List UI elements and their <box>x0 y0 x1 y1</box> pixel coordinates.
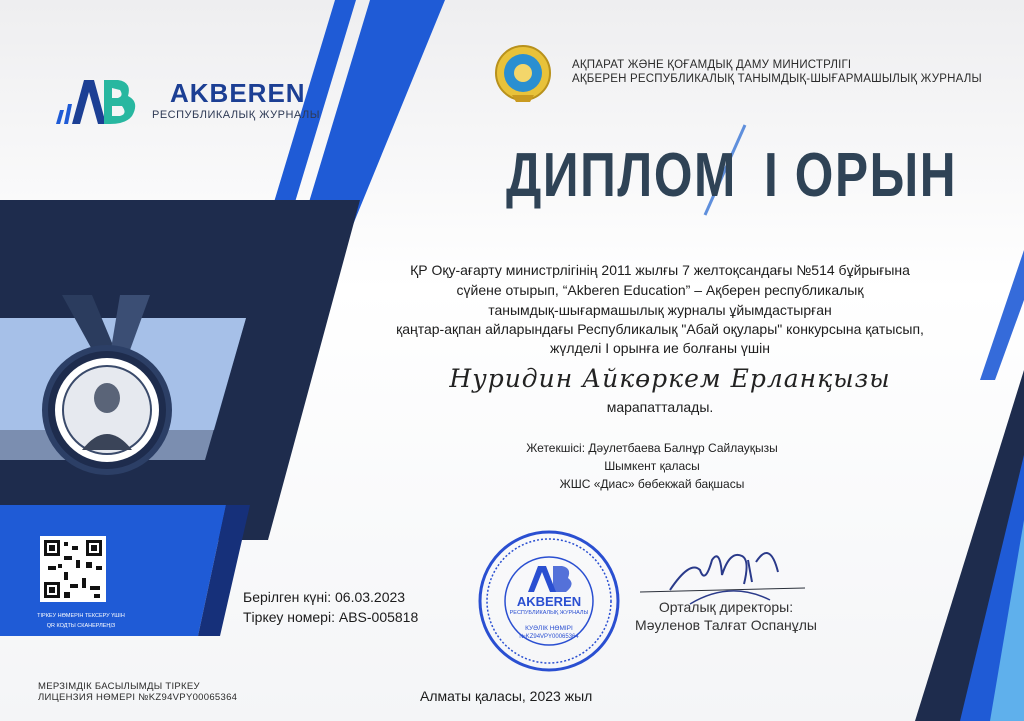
ministry-line-2: АҚБЕРЕН РЕСПУБЛИКАЛЫҚ ТАНЫМДЫҚ-ШЫҒАРМАШЫЛЫҚ ЖУРНАЛЫ <box>572 73 982 85</box>
emblem-icon <box>496 46 550 102</box>
body-line: танымдық-шығармашылық журналы ұйымдастырған <box>488 302 832 318</box>
title-place: I ОРЫН <box>764 141 958 210</box>
detail-line: Шымкент қаласы <box>604 459 700 473</box>
director-name: Мәуленов Талғат Оспанұлы <box>635 617 817 633</box>
signature <box>640 553 805 604</box>
qr-caption: ТІРКЕУ НӨМЕРІН ТЕКСЕРУ ҮШІН <box>37 613 125 619</box>
qr-code[interactable] <box>40 536 106 602</box>
detail-line: Жетекшісі: Дәулетбаева Балнұр Сайлауқызы <box>526 441 778 455</box>
svg-text:№KZ94VPY00065364: №KZ94VPY00065364 <box>519 634 579 640</box>
title-diploma: ДИПЛОМ <box>506 141 737 210</box>
svg-text:КУӘЛІК НӨМІРІ: КУӘЛІК НӨМІРІ <box>525 625 573 632</box>
license-line: ЛИЦЕНЗИЯ НӨМЕРІ №KZ94VPY00065364 <box>38 692 238 703</box>
body-line: жүлделі I орынға ие болғаны үшін <box>550 340 770 356</box>
awarded-text: марапатталады. <box>606 399 714 415</box>
body-line: ҚР Оқу-ағарту министрлігінің 2011 жылғы 7 желтоқсандағы №514 бұйрығына <box>410 262 910 278</box>
akberen-logo-mark <box>56 80 135 124</box>
stamp-word: AKBEREN <box>516 594 582 609</box>
logo-wordmark: AKBEREN <box>170 78 306 108</box>
registration-number: Тіркеу номері: ABS-005818 <box>243 609 419 625</box>
ministry-line-1: АҚПАРАТ ЖӘНЕ ҚОҒАМДЫҚ ДАМУ МИНИСТРЛІГІ <box>572 59 852 71</box>
logo-subtitle: РЕСПУБЛИКАЛЫҚ ЖУРНАЛЫ <box>152 109 320 121</box>
issue-date: Берілген күні: 06.03.2023 <box>243 589 406 605</box>
director-title: Орталық директоры: <box>658 599 794 615</box>
body-line: сүйене отырып, “Akberen Education” – Ақберен республикалық <box>456 282 864 298</box>
recipient-name: Нуридин Айкөркем Ерланқызы <box>449 364 891 393</box>
body-line: қаңтар-ақпан айларындағы Республикалық "Абай оқулары" конкурсына қатысып, <box>396 321 924 337</box>
footer-city: Алматы қаласы, 2023 жыл <box>420 688 593 704</box>
license-line: МЕРЗІМДІК БАСЫЛЫМДЫ ТІРКЕУ <box>38 681 200 692</box>
qr-caption: QR КОДТЫ СКАНЕРЛЕҢІЗ <box>46 623 116 629</box>
detail-line: ЖШС «Диас» бөбекжай бақшасы <box>559 477 745 491</box>
stamp-sub: РЕСПУБЛИКАЛЫҚ ЖУРНАЛЫ <box>509 610 589 616</box>
medal <box>45 348 169 472</box>
